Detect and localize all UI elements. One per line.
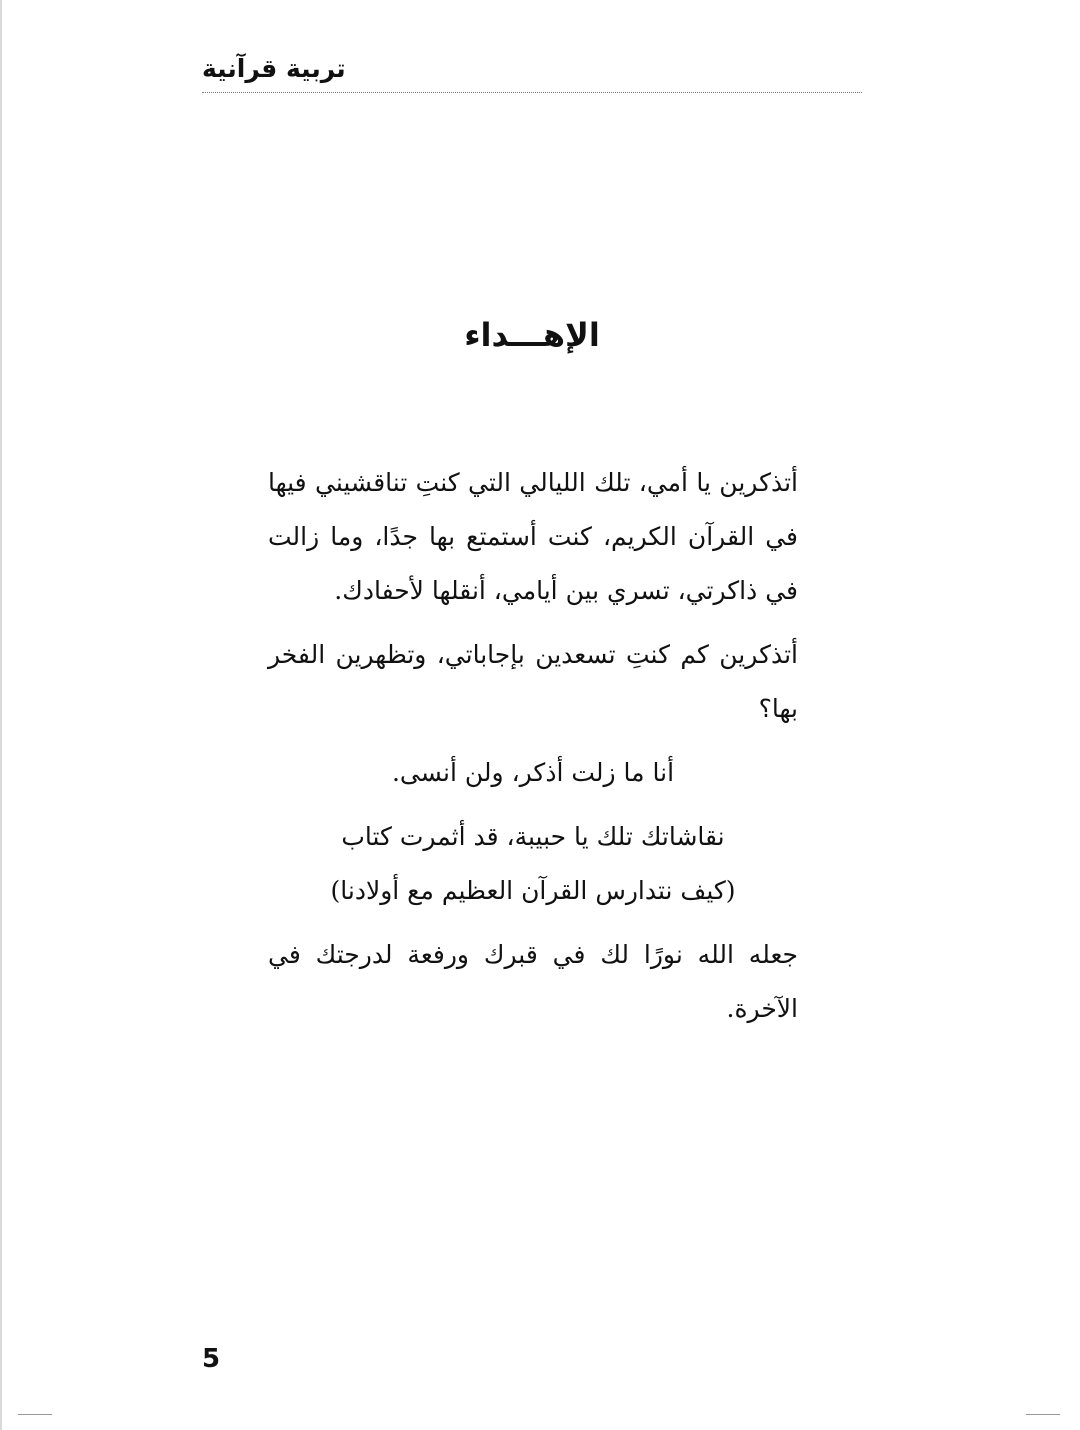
chapter-title: الإهـــداء bbox=[464, 316, 600, 354]
page-number: 5 bbox=[202, 1344, 221, 1374]
book-title: تربية قرآنية bbox=[202, 54, 346, 83]
paragraph-prayer: جعله الله نورًا لك في قبرك ورفعة لدرجتك في الآخرة. bbox=[268, 940, 798, 1023]
paragraph-remember: أنا ما زلت أذكر، ولن أنسى. bbox=[391, 758, 675, 787]
running-header bbox=[202, 52, 862, 93]
crop-mark-left bbox=[18, 1414, 52, 1415]
crop-mark-right bbox=[1026, 1414, 1060, 1415]
paragraph-discussions: نقاشاتك تلك يا حبيبة، قد أثمرت كتاب bbox=[341, 822, 725, 851]
page-edge bbox=[0, 0, 2, 1430]
paragraph-memories: أتذكرين يا أمي، تلك الليالي التي كنتِ تناقشيني فيها في القرآن الكريم، كنت أستمتع بها جدًا، وما زالت في ذاكرتي، تسري بين أيامي، أنقلها لأحفادك. bbox=[268, 468, 798, 605]
paragraph-pride: أتذكرين كم كنتِ تسعدين بإجاباتي، وتظهرين الفخر بها؟ bbox=[268, 640, 798, 723]
dedication-body bbox=[268, 456, 798, 1046]
paragraph-book-title: (كيف نتدارس القرآن العظيم مع أولادنا) bbox=[330, 876, 736, 905]
